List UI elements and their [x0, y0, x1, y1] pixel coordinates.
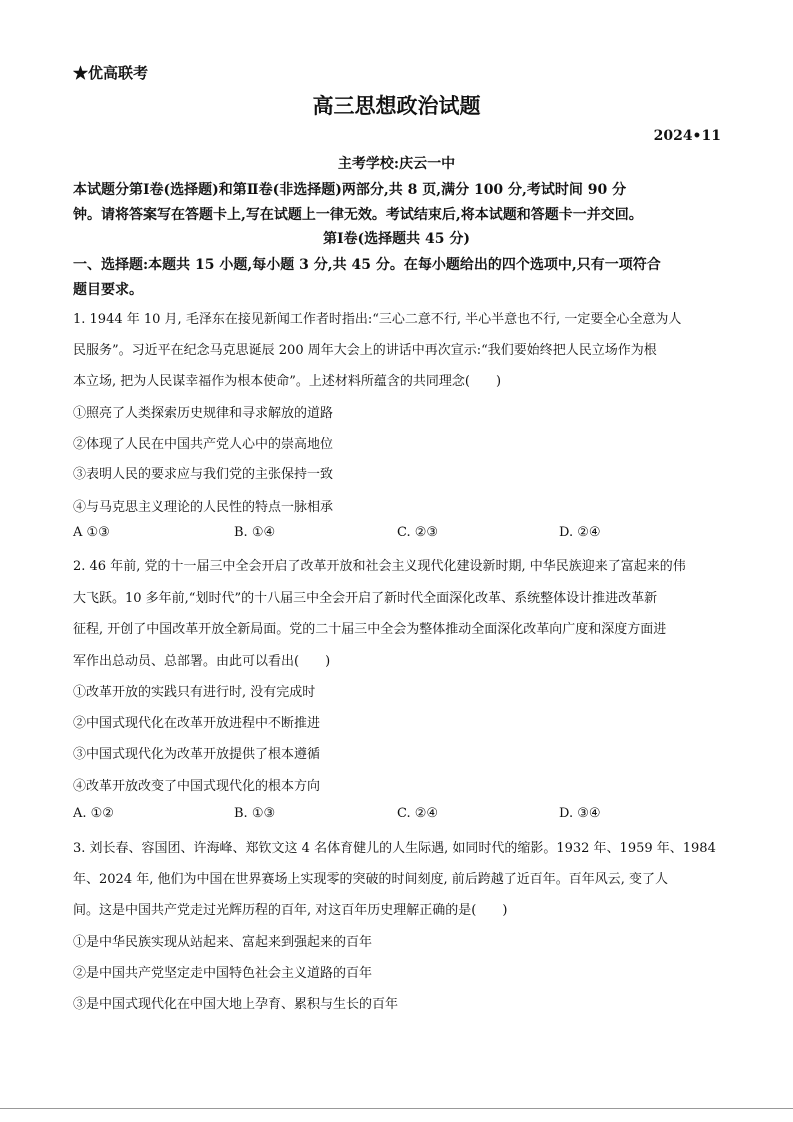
- statement: ④与马克思主义理论的人民性的特点一脉相承: [73, 500, 334, 515]
- exam-date: 2024•11: [653, 128, 721, 144]
- question-stem-line: 大飞跃。10 多年前,“划时代”的十八届三中全会开启了新时代全面深化改革、系统整体设计推进改革新: [73, 591, 658, 606]
- question-stem-line: 间。这是中国共产党走过光辉历程的百年, 对这百年历史理解正确的是( ): [73, 903, 508, 918]
- host-school: 主考学校:庆云一中: [337, 156, 456, 172]
- statement: ④改革开放改变了中国式现代化的根本方向: [73, 779, 321, 794]
- option-a: A ①③: [73, 525, 110, 540]
- instruction-line: 钟。请将答案写在答题卡上,写在试题上一律无效。考试结束后,将本试题和答题卡一并交回。: [73, 207, 643, 223]
- option-d: D. ③④: [559, 806, 601, 821]
- option-c: C. ②④: [397, 806, 439, 821]
- question-stem-line: 2. 46 年前, 党的十一届三中全会开启了改革开放和社会主义现代化建设新时期, 中华民族迎来了富起来的伟: [73, 559, 686, 574]
- statement: ①是中华民族实现从站起来、富起来到强起来的百年: [73, 935, 373, 950]
- page-bottom-divider: [0, 1108, 793, 1109]
- question-stem-line: 年、2024 年, 他们为中国在世界赛场上实现零的突破的时间刻度, 前后跨越了近百年。百年风云, 变了人: [73, 872, 669, 887]
- part1-title: 第Ⅰ卷(选择题共 45 分): [322, 231, 471, 247]
- exam-title: 高三思想政治试题: [312, 93, 481, 118]
- section-heading: 题目要求。: [73, 282, 143, 298]
- statement: ③表明人民的要求应与我们党的主张保持一致: [73, 467, 334, 482]
- question-stem-line: 征程, 开创了中国改革开放全新局面。党的二十届三中全会为整体推动全面深化改革向广度和深度方面进: [73, 622, 667, 637]
- question-stem-line: 民服务”。习近平在纪念马克思诞辰 200 周年大会上的讲话中再次宣示:“我们要始终把人民立场作为根: [73, 343, 657, 358]
- option-c: C. ②③: [397, 525, 439, 540]
- option-a: A. ①②: [73, 806, 114, 821]
- statement: ③中国式现代化为改革开放提供了根本遵循: [73, 747, 321, 762]
- header-tag: ★优高联考: [73, 64, 149, 82]
- option-b: B. ①③: [234, 806, 276, 821]
- statement: ②体现了人民在中国共产党人心中的崇高地位: [73, 437, 334, 452]
- option-d: D. ②④: [559, 525, 601, 540]
- section-heading: 一、选择题:本题共 15 小题,每小题 3 分,共 45 分。在每小题给出的四个选项中,只有一项符合: [73, 257, 661, 273]
- option-b: B. ①④: [234, 525, 276, 540]
- question-stem-line: 本立场, 把为人民谋幸福作为根本使命”。上述材料所蕴含的共同理念( ): [73, 374, 502, 389]
- statement: ①改革开放的实践只有进行时, 没有完成时: [73, 685, 316, 700]
- statement: ①照亮了人类探索历史规律和寻求解放的道路: [73, 406, 334, 421]
- instruction-line: 本试题分第Ⅰ卷(选择题)和第Ⅱ卷(非选择题)两部分,共 8 页,满分 100 分,考试时间 90 分: [73, 182, 627, 198]
- question-stem-line: 军作出总动员、总部署。由此可以看出( ): [73, 654, 331, 669]
- question-stem-line: 3. 刘长春、容国团、许海峰、郑钦文这 4 名体育健儿的人生际遇, 如同时代的缩影。1932 年、1959 年、1984: [73, 841, 716, 856]
- statement: ②中国式现代化在改革开放进程中不断推进: [73, 716, 321, 731]
- statement: ②是中国共产党坚定走中国特色社会主义道路的百年: [73, 966, 373, 981]
- statement: ③是中国式现代化在中国大地上孕育、累积与生长的百年: [73, 997, 399, 1012]
- question-stem-line: 1. 1944 年 10 月, 毛泽东在接见新闻工作者时指出:“三心二意不行, 半心半意也不行, 一定要全心全意为人: [73, 312, 682, 327]
